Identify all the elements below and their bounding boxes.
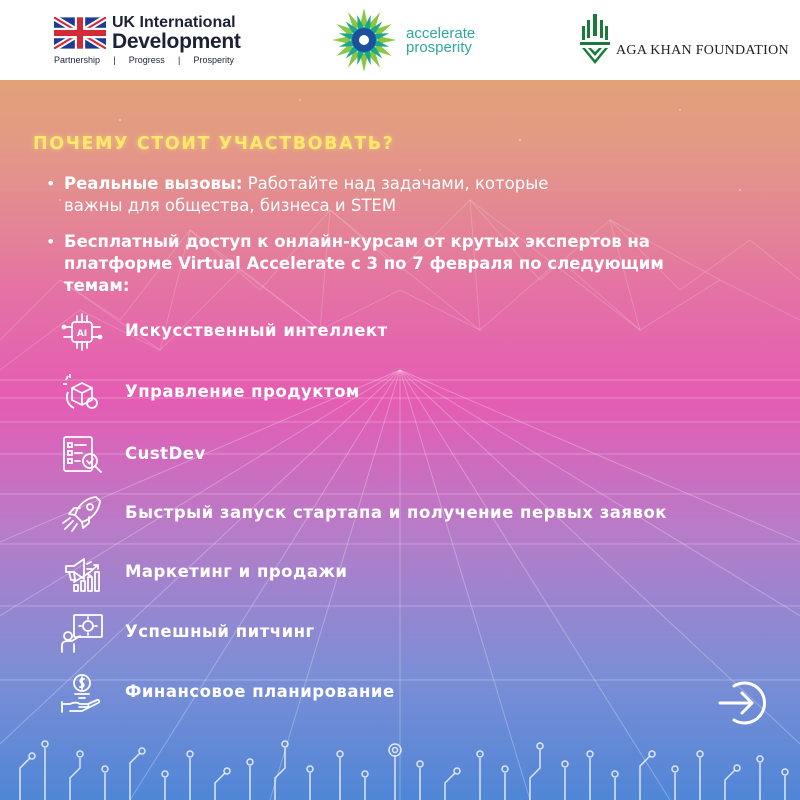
checklist-magnifier-icon bbox=[60, 434, 104, 476]
bullet-text: Работайте над задачами, которые важны для общества, бизнеса и STEM bbox=[64, 174, 549, 215]
accelerate-star-icon bbox=[330, 6, 398, 74]
topic-label: Искусственный интеллект bbox=[125, 321, 388, 340]
topic-pitching bbox=[60, 612, 700, 654]
header-bar bbox=[0, 0, 800, 80]
uk-name-line2: Development bbox=[112, 30, 241, 53]
topic-label: Успешный питчинг bbox=[125, 622, 315, 641]
bullet-real-challenges bbox=[48, 173, 608, 217]
accelerate-prosperity-logo bbox=[330, 6, 500, 74]
union-jack-flag-icon bbox=[54, 17, 106, 49]
topic-marketing bbox=[60, 552, 700, 594]
tagline-partnership: Partnership bbox=[54, 55, 101, 65]
uk-tagline bbox=[54, 55, 234, 65]
tagline-progress: Progress bbox=[128, 55, 165, 65]
topic-startup-launch bbox=[60, 493, 700, 535]
prosperity-text: prosperity bbox=[406, 39, 472, 56]
bullet-strong: Реальные вызовы: bbox=[64, 174, 243, 193]
tagline-separator: | bbox=[113, 55, 116, 65]
tagline-separator: | bbox=[177, 55, 181, 65]
topic-label: Маркетинг и продажи bbox=[125, 562, 348, 581]
topic-label: Быстрый запуск стартапа и получение первых заявок bbox=[125, 503, 667, 522]
megaphone-chart-icon bbox=[60, 552, 104, 594]
uk-international-development-logo bbox=[54, 14, 244, 68]
presenter-icon bbox=[60, 612, 104, 654]
topic-ai bbox=[60, 311, 700, 353]
topic-label: CustDev bbox=[125, 444, 206, 463]
section-heading: ПОЧЕМУ СТОИТ УЧАСТВОВАТЬ? bbox=[33, 134, 395, 154]
akf-name: AGA KHAN FOUNDATION bbox=[616, 43, 789, 58]
money-hand-icon bbox=[60, 672, 104, 714]
topic-label: Финансовое планирование bbox=[125, 682, 395, 701]
ai-chip-icon bbox=[60, 311, 104, 353]
topic-financial-planning bbox=[60, 672, 700, 714]
svg-text:AI: AI bbox=[76, 329, 88, 339]
product-box-icon bbox=[60, 372, 104, 414]
topic-product-management bbox=[60, 372, 700, 414]
bullet-strong: Бесплатный доступ к онлайн-курсам от крутых экспертов на платформе Virtual Accelerate с 3 по 7 февраля по следующим темам: bbox=[64, 232, 664, 295]
akf-emblem-icon bbox=[578, 12, 612, 68]
circuit-decoration bbox=[0, 728, 800, 800]
topic-label: Управление продуктом bbox=[125, 382, 360, 401]
rocket-icon bbox=[60, 493, 104, 535]
topic-custdev bbox=[60, 434, 700, 476]
bullet-free-access bbox=[48, 231, 668, 297]
arrow-right-circle-icon[interactable] bbox=[718, 678, 768, 728]
tagline-prosperity: Prosperity bbox=[193, 55, 234, 65]
aga-khan-foundation-logo bbox=[578, 12, 788, 70]
uk-name-line1: UK International bbox=[112, 14, 236, 31]
accelerate-text: accelerate bbox=[406, 25, 476, 42]
